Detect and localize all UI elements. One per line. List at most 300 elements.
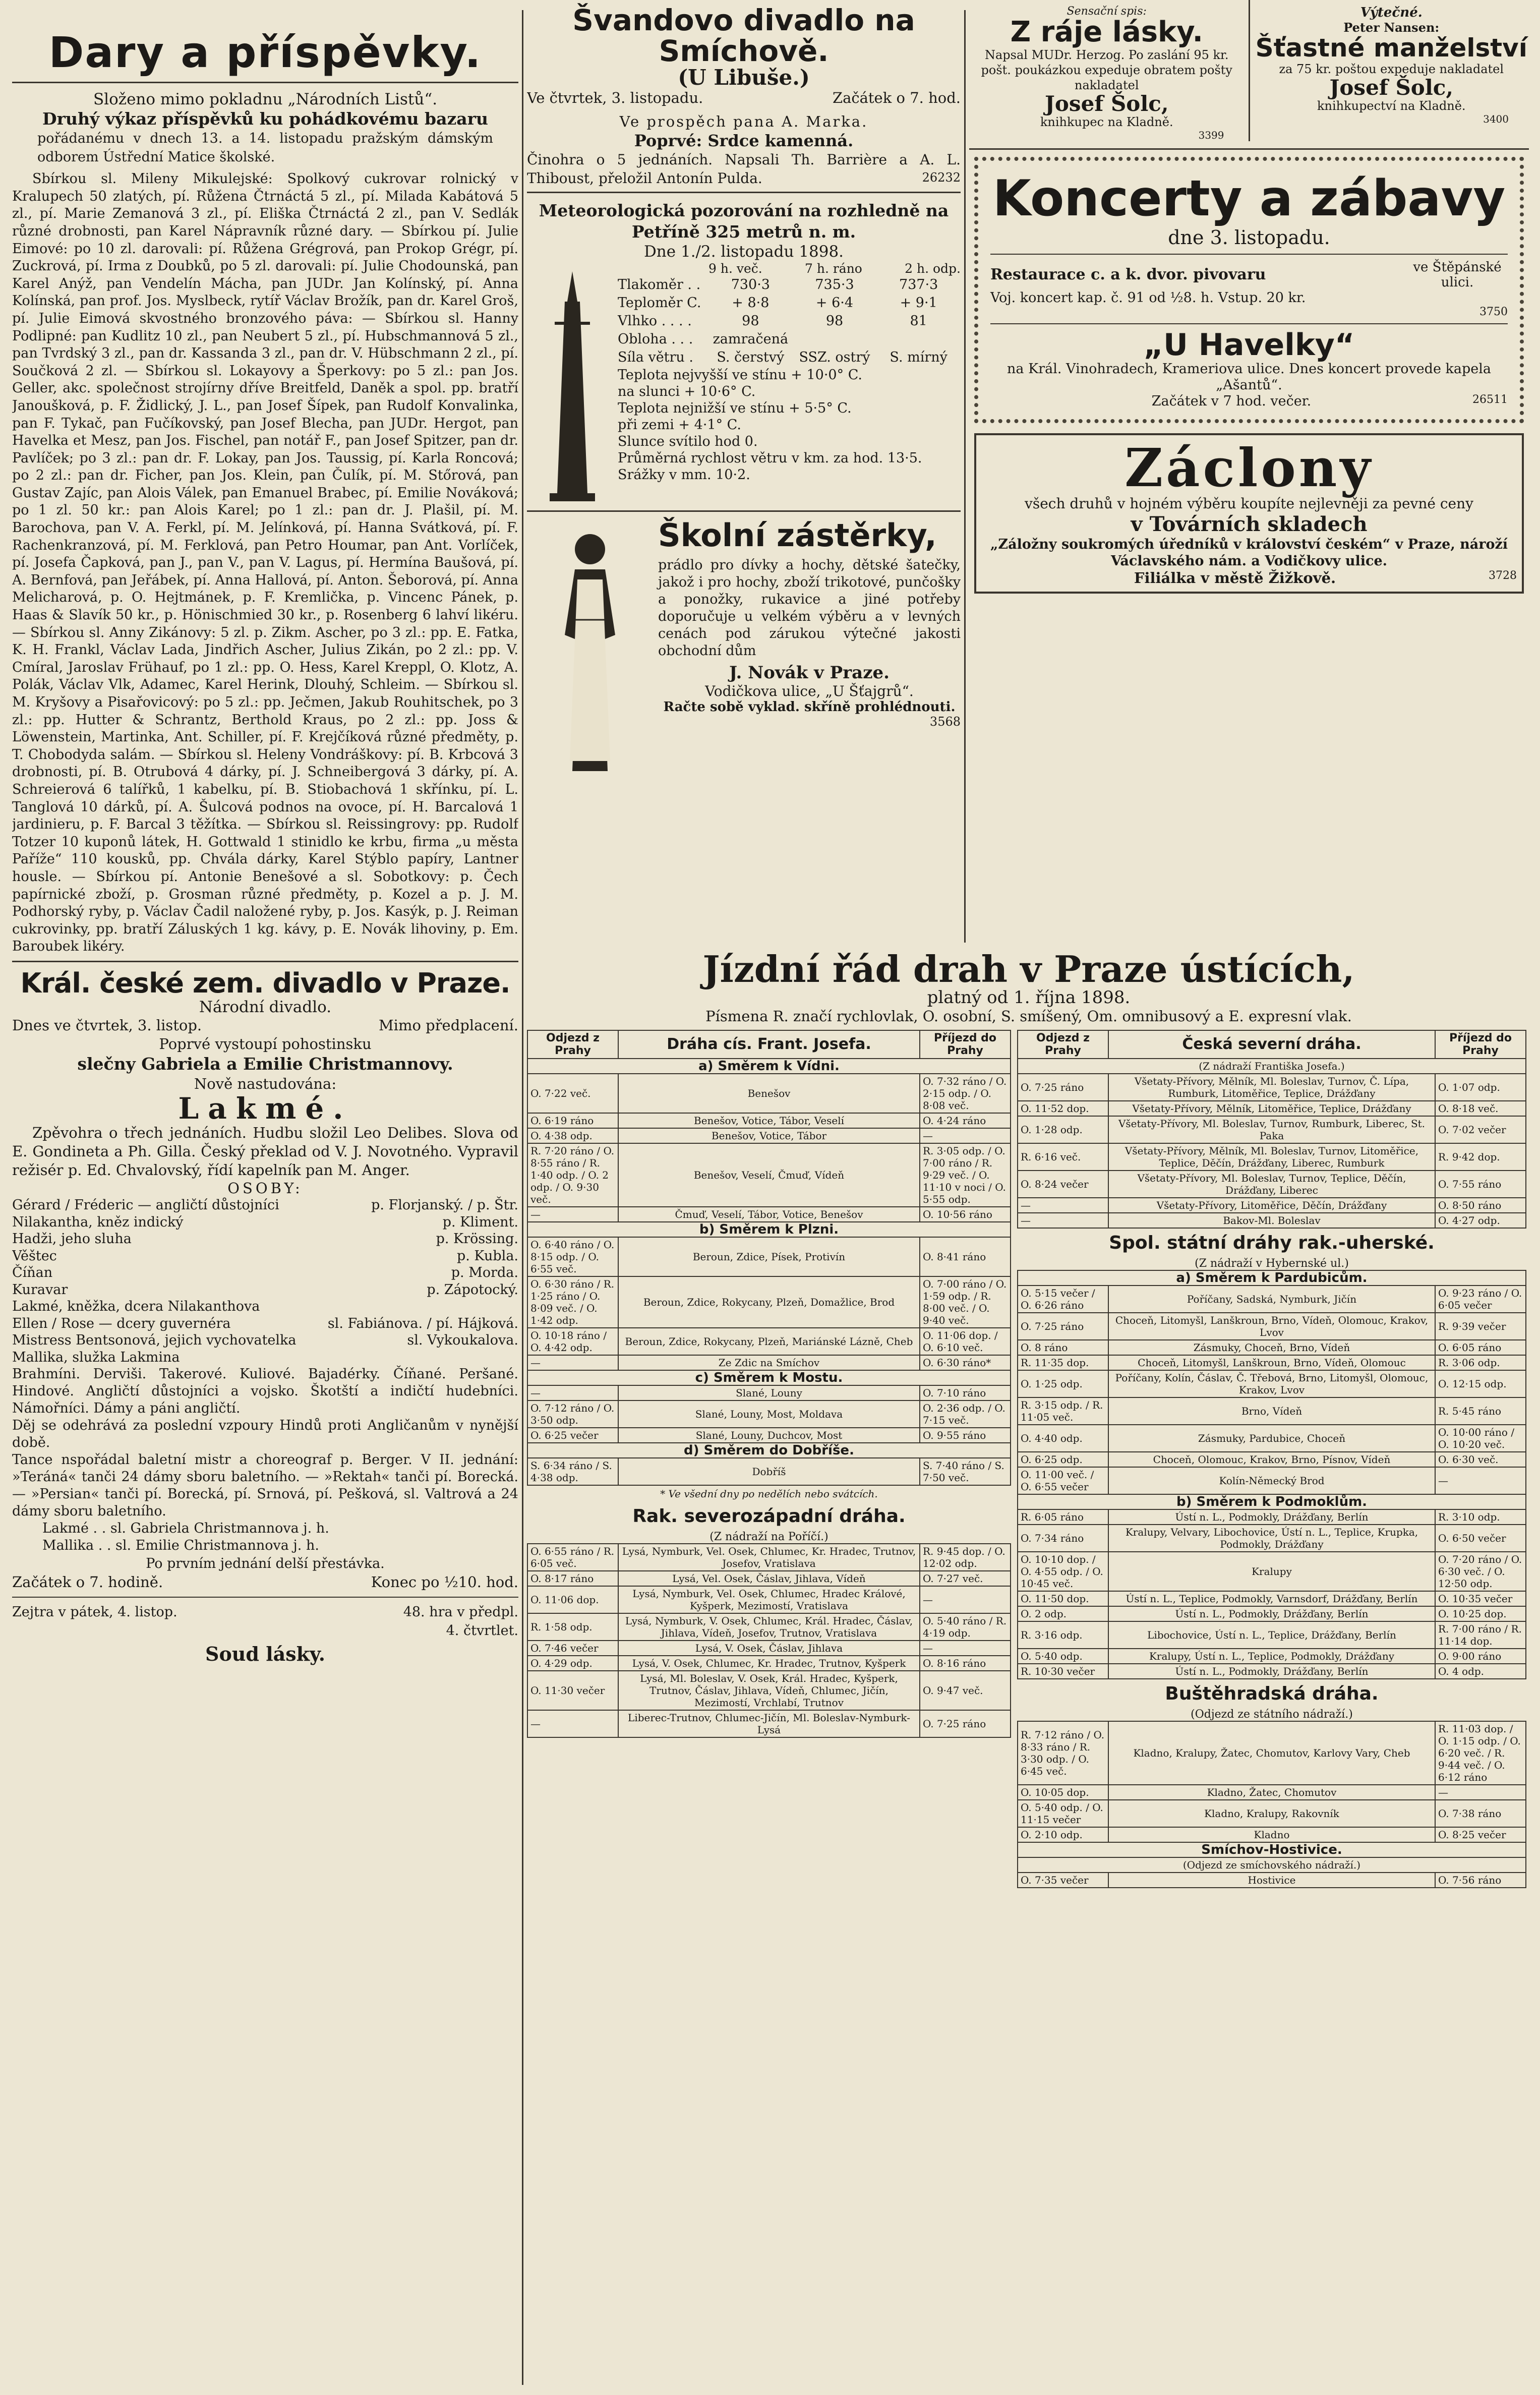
section-row xyxy=(1018,1842,1526,1857)
weather-value: S. mírný xyxy=(890,349,947,365)
table-row xyxy=(1018,1873,1526,1888)
play-end: Konec po ½10. hod. xyxy=(371,1573,518,1591)
departure-cell: O. 10·05 dop. xyxy=(1018,1785,1108,1800)
arrival-cell: O. 2·36 odp. / O. 7·15 več. xyxy=(920,1400,1011,1428)
frant-title: Dráha cís. Frant. Josefa. xyxy=(618,1030,920,1059)
apron-shop: J. Novák v Praze. xyxy=(729,662,890,683)
arrival-cell: O. 10·35 večer xyxy=(1435,1591,1526,1606)
table-row xyxy=(527,1571,1011,1586)
departure-cell: — xyxy=(1018,1213,1108,1228)
divider xyxy=(527,510,961,512)
departure-cell: O. 5·15 večer / O. 6·26 ráno xyxy=(1018,1286,1108,1313)
book-ad-2-publisher-sub: knihkupectví na Kladně. xyxy=(1317,98,1466,113)
weather-label: Teploměr C. xyxy=(618,295,701,311)
arrival-cell: O. 6·30 več. xyxy=(1435,1452,1526,1467)
departure-cell: O. 8 ráno xyxy=(1018,1340,1108,1355)
arrival-cell: O. 8·18 več. xyxy=(1435,1101,1526,1116)
section-label: b) Směrem k Plzni. xyxy=(527,1222,1011,1237)
route-cell: Ze Zdic na Smíchov xyxy=(618,1355,920,1370)
route-cell: Všetaty-Přívory, Litoměřice, Děčín, Drážďany xyxy=(1108,1198,1435,1213)
stat-title: Spol. státní dráhy rak.-uherské. xyxy=(1109,1232,1435,1253)
route-cell: Lysá, V. Osek, Chlumec, Kr. Hradec, Trutnov, Kyšperk xyxy=(618,1656,920,1671)
departure-cell: O. 6·19 ráno xyxy=(527,1113,618,1128)
route-cell: Kralupy xyxy=(1108,1552,1435,1591)
divider xyxy=(990,323,1508,324)
weather-block xyxy=(527,261,961,503)
apron-title: Školní zástěrky, xyxy=(658,516,937,554)
weather-value: 735·3 xyxy=(815,276,854,293)
concerts-date: dne 3. listopadu. xyxy=(1168,226,1330,249)
cast-row xyxy=(12,1214,518,1231)
departure-cell: O. 4·40 odp. xyxy=(1018,1425,1108,1452)
route-cell: Všetaty-Přívory, Ml. Boleslav, Turnov, Teplice, Děčín, Drážďany, Liberec xyxy=(1108,1171,1435,1198)
play-title: Lakmé. xyxy=(178,1091,352,1126)
apron-icon xyxy=(527,519,653,781)
donations-intro: Složeno mimo pokladnu „Národních Listů“. xyxy=(93,90,438,109)
weather-value: 98 xyxy=(825,313,844,329)
cast-row xyxy=(12,1298,518,1315)
book-ad-2-title: Šťastné manželství xyxy=(1255,33,1527,63)
svanda-start: Začátek o 7. hod. xyxy=(832,89,961,106)
weather-title: Meteorologická pozorování na rozhledně na Petříně 325 metrů n. m. xyxy=(539,200,949,242)
weather-row xyxy=(618,312,961,330)
departure-cell: R. 1·58 odp. xyxy=(527,1613,618,1641)
weather-value: 730·3 xyxy=(731,276,770,293)
table-row xyxy=(1018,1827,1526,1842)
route-cell: Čmuď, Veselí, Tábor, Votice, Benešov xyxy=(618,1207,920,1222)
theatre-artists: slečny Gabriela a Emilie Christmannovy. xyxy=(77,1054,453,1074)
arrival-cell: O. 4 odp. xyxy=(1435,1664,1526,1679)
weather-head: 9 h. več. xyxy=(708,261,762,276)
route-cell: Choceň, Olomouc, Krakov, Brno, Písnov, Vídeň xyxy=(1108,1452,1435,1467)
cast-row xyxy=(12,1315,518,1332)
route-cell: Lysá, Nymburk, V. Osek, Chlumec, Král. Hradec, Čáslav, Jihlava, Vídeň, Josefov, Trutnov, Vratislava xyxy=(618,1613,920,1641)
route-cell: Kladno, Žatec, Chomutov xyxy=(1108,1785,1435,1800)
weather-value: + 6·4 xyxy=(815,295,854,311)
route-cell: Všetaty-Přívory, Mělník, Ml. Boleslav, Turnov, Č. Lípa, Rumburk, Litoměřice, Teplice, Drážďany xyxy=(1108,1074,1435,1101)
theatre-title: Král. české zem. divadlo v Praze. xyxy=(20,967,510,999)
divider xyxy=(12,1597,518,1598)
weather-rows xyxy=(618,276,961,367)
cast-role: Hadži, jeho sluha xyxy=(12,1231,132,1247)
cast-actor: p. Morda. xyxy=(451,1265,518,1281)
route-cell: Slané, Louny, Most, Moldava xyxy=(618,1400,920,1428)
cast-role: Kuravar xyxy=(12,1281,68,1298)
tomorrow-row xyxy=(12,1603,518,1640)
route-cell: Benešov, Votice, Tábor, Veselí xyxy=(618,1113,920,1128)
arrival-cell: O. 7·27 več. xyxy=(920,1571,1011,1586)
donations-list: Sbírkou sl. Mileny Mikulejské: Spolkový cukrovar rolnický v Kralupech 50 zlatých, pí. Růžena Čtrnáctá 5 zl., pí. Milada Kabátová 5 zl., pí. Marie Zemanová 3 zl., pí. Eliška Čtrnáctá 2 zl., pan V. Sedlák různé drobnosti, pan Karel Nápravník různé dary. — Sbírkou pí. Julie Eimové: po 10 zl. darovali: pí. Růžena Grégrová, pan Prokop Grégr, pí. Zuckrová, pí. Irma z Doubků, po 5 zl. darovali: pí. Julie Chodounská, pan Karel Anýž, pan Vendelín Mácha, pan JUDr. Jan Kolínský, pí. Anna Kolínská, pan prof. Jos. Myslbeck, rytíř Václav Brožík, pan dr. Karel Groš, pí. Julie Eimová skvostného bronzového páva: — Sbírkou sl. Hanny Podlipné: pan Kudlitz 10 zl., pan Neubert 5 zl., pí. Hubschmannová 5 zl., pan Tvrdský 3 zl., pan dr. Kassanda 3 zl., pan dr. V. Hübschmann 2 zl., pí. Součková 2 zl. — Sbírkou sl. Lokayovy a Šperkovy: po 5 zl.: pan Jos. Geller, akc. společnost strojírny dříve Breitfeld, Daněk a spol. pp. bratří Janoušková, p. F. Židlický, J. L., pan Josef Šípek, pan Rudolf Konvalinka, pan F. Tykač, pan Fučíkovský, pan Josef Blecha, pan JUDr. Hergot, pan Havelka et Mesz, pan Jos. Fischel, pan notář F., pan Josef Spitzer, pan dr. Pavlíček; po 3 zl.: pan dr. F. Lokay, pan Jos. Taussig, pí. Karla Roncová; po 2 zl.: pan dr. Ficher, pan Jos. Klein, pan Čulík, pí. M. Stőrová, pan Gustav Zajíc, pan Alois Válek, pan Emanuel Brabec, pí. Emilie Nováková; po 1 zl. 50 kr.: pan Alois Karel; po 1 zl.: pan dr. J. Plašil, pí. M. Barochova, pan V. A. Ferkl, pí. M. Jelínková, pí. Hanna Svátková, pí. F. Rachenkranzová, pí. M. Ferklová, pan Petro Houmar, pan Ant. Vorlíček, pí. Josefa Čapková, pan J., pan V., pan V. Lagus, pí. Hermína Baušová, pí. A. Bernfová, pan Jeřábek, pí. Anna Hallová, pí. Anton. Šeborová, pí. Anna Melicharová, p. O. Hejtmánek, p. F. Kremlička, p. Vincenc Pánek, p. Haas & Slavík 50 kr., p. Hönischmied 30 kr., p. Rosenberg 6 lahví likéru. — Sbírkou sl. Anny Zikánovy: 5 zl. p. Zikm. Ascher, po 3 zl.: pp. E. Fatka, K. H. Frankl, Václav Lada, Jindřich Ascher, Julius Zikán, po 2 zl.: pp. V. Cmíral, Jaroslav Frühauf, po 1 zl.: pp. O. Hess, Karel Kreppl, O. Klotz, A. Polák, Václav Vlk, Adamec, Karel Herink, Dlouhý, Schleim. — Sbírkou sl. M. Kryšovy a Pisařovicový: po 5 zl.: pp. Ječmen, Jakub Rouhitschek, po 3 zl.: pp. Hutter & Schrantz, Berthold Kraus, po 2 zl.: pp. Joss & Löwenstein, Martinka, Ant. Schiller, pí. F. Krejčíková různé předměty, p. T. Chobodyda salám. — Sbírkou sl. Heleny Vondráškovy: pí. B. Krbcová 3 drobnosti, pí. B. Otrubová 4 dárky, pí. J. Schneibergová 3 dárky, pí. A. Schreierová 6 talířků, 1 kabelku, pí. B. Stiobachová 1 skřínku, pí. L. Tanglová 10 dárků, pí. A. Šulcová podnos na ovoce, pí. H. Barcalová 1 jardinieru, p. F. Barcal 3 těžítka. — Sbírkou sl. Reissingrovy: pp. Rudolf Totzer 10 kuponů látek, H. Gottwald 1 stinidlo ke krbu, firma „u města Paříže“ 110 kousků, pp. Chvála dárky, Karel Stýblo papíry, Lantner housle. — Sbírkou pí. Antonie Benešové a sl. Sobotkovy: p. Čech papírnické zboží, p. Grosman různé předměty, p. Kozel a p. J. M. Podhorský ryby, p. Václav Čadil naložené ryby, p. Jos. Kasýk, p. J. Reiman cukrovinky, pp. bratří Záluských 1 kg. kávy, p. E. Novák lihoviny, p. Em. Baroubek likéry. xyxy=(12,171,518,955)
departure-cell: O. 4·29 odp. xyxy=(527,1656,618,1671)
table-frant xyxy=(527,1030,1011,1486)
cast-actor: sl. Fabiánova. / pí. Hájková. xyxy=(327,1315,518,1331)
weather-heads xyxy=(618,261,961,276)
table-row xyxy=(1018,1857,1526,1873)
arrival-cell: R. 9·39 večer xyxy=(1435,1313,1526,1340)
col-head-dep: Odjezd z Prahy xyxy=(527,1030,618,1059)
arrival-cell: R. 3·06 odp. xyxy=(1435,1355,1526,1370)
route-cell: Všetaty-Přívory, Mělník, Litoměřice, Teplice, Drážďany xyxy=(1108,1101,1435,1116)
route-cell: Poříčany, Sadská, Nymburk, Jičín xyxy=(1108,1286,1435,1313)
table-row xyxy=(1018,1313,1526,1340)
concert-1-place: ve Štěpánské ulici. xyxy=(1413,259,1502,290)
arrival-cell: — xyxy=(920,1128,1011,1143)
theatre-guest: Poprvé vystoupí pohostinsku xyxy=(159,1035,372,1053)
weather-label: Tlakoměr . . xyxy=(618,276,701,293)
lakme-actor: Lakmé . . sl. Gabriela Christmannova j. h. xyxy=(42,1521,329,1537)
arrival-cell: R. 7·00 ráno / R. 11·14 dop. xyxy=(1435,1621,1526,1649)
table-bus xyxy=(1017,1721,1526,1888)
book-ad-1 xyxy=(969,0,1245,141)
departure-cell: — xyxy=(527,1385,618,1400)
route-cell: Kladno, Kralupy, Rakovník xyxy=(1108,1800,1435,1827)
departure-cell: O. 7·34 ráno xyxy=(1018,1525,1108,1552)
weather-value: + 9·1 xyxy=(900,295,937,311)
table-row xyxy=(527,1113,1011,1128)
cast-role: Mallika, služka Lakmina xyxy=(12,1349,180,1365)
play-start: Začátek o 7. hodině. xyxy=(12,1573,163,1591)
table-row xyxy=(527,1641,1011,1656)
theatre-date-row xyxy=(12,1016,518,1035)
weather-row xyxy=(618,330,961,348)
concert-2-text: na Král. Vinohradech, Krameriova ulice. Dnes koncert provede kapela „Ašantů“. xyxy=(1007,361,1491,393)
concert-2-number: 26511 xyxy=(1472,393,1508,406)
table-row xyxy=(1018,1509,1526,1525)
arrival-cell: — xyxy=(1435,1785,1526,1800)
table-row xyxy=(527,1656,1011,1671)
route-cell: Beroun, Zdice, Rokycany, Plzeň, Mariánské Lázně, Cheb xyxy=(618,1328,920,1355)
arrival-cell: R. 9·42 dop. xyxy=(1435,1143,1526,1171)
column-donations xyxy=(12,0,518,2395)
rail-title: Jízdní řád drah v Praze ústících, xyxy=(702,948,1355,990)
book-ad-1-text: Napsal MUDr. Herzog. Po zaslání 95 kr. pošt. poukázkou expeduje obratem pošty nakladatel xyxy=(981,47,1232,92)
arrival-cell: O. 9·00 ráno xyxy=(1435,1649,1526,1664)
book-ad-1-publisher-sub: knihkupec na Kladně. xyxy=(1040,114,1173,129)
table-row xyxy=(1018,1525,1526,1552)
book-ad-2-tag: Výtečné. xyxy=(1360,5,1423,20)
arrival-cell: O. 10·00 ráno / O. 10·20 več. xyxy=(1435,1425,1526,1452)
departure-cell: O. 7·25 ráno xyxy=(1018,1313,1108,1340)
table-row xyxy=(1018,1101,1526,1116)
smichov-subtitle: (Odjezd ze smíchovského nádraží.) xyxy=(1018,1857,1526,1873)
railway-timetable xyxy=(527,948,1530,2390)
weather-label: Obloha . . . xyxy=(618,331,693,347)
weather-date: Dne 1./2. listopadu 1898. xyxy=(643,242,844,261)
concert-2-foot xyxy=(990,393,1508,409)
table-row xyxy=(1018,1649,1526,1664)
departure-cell: R. 10·30 večer xyxy=(1018,1664,1108,1679)
departure-cell: R. 6·16 več. xyxy=(1018,1143,1108,1171)
book-ad-1-title: Z ráje lásky. xyxy=(1010,16,1203,48)
cast-actor: p. Florjanský. / p. Štr. xyxy=(371,1197,518,1213)
arrival-cell: O. 7·38 ráno xyxy=(1435,1800,1526,1827)
concert-2-name: „U Havelky“ xyxy=(1143,327,1355,363)
apron-ad-number: 3568 xyxy=(929,714,961,729)
concert-1-head xyxy=(990,260,1508,290)
arrival-cell: R. 9·45 dop. / O. 12·02 odp. xyxy=(920,1544,1011,1571)
section-label: a) Směrem k Pardubicům. xyxy=(1018,1270,1526,1286)
apron-address: Vodičkova ulice, „U Šťajgrů“. xyxy=(705,682,914,699)
table-row xyxy=(527,1428,1011,1443)
route-cell: Ústí n. L., Podmokly, Drážďany, Berlín xyxy=(1108,1664,1435,1679)
route-cell: Lysá, Vel. Osek, Čáslav, Jihlava, Vídeň xyxy=(618,1571,920,1586)
weather-head: 7 h. ráno xyxy=(805,261,862,276)
departure-cell: O. 11·52 dop. xyxy=(1018,1101,1108,1116)
departure-cell: — xyxy=(527,1710,618,1737)
arrival-cell: O. 7·25 ráno xyxy=(920,1710,1011,1737)
donations-subtitle: Druhý výkaz příspěvků ku pohádkovému bazaru xyxy=(42,109,488,129)
weather-row xyxy=(618,294,961,312)
arrival-cell: O. 7·56 ráno xyxy=(1435,1873,1526,1888)
observatory-tower xyxy=(527,261,618,503)
cast-row xyxy=(12,1197,518,1214)
table-row xyxy=(1018,1467,1526,1494)
book-ad-1-tag: Sensační spis: xyxy=(1067,5,1147,18)
donations-event: pořádanému v dnech 13. a 14. listopadu pražským dámským odborem Ústřední Matice školské. xyxy=(37,131,493,165)
theatre-subscription: Mimo předplacení. xyxy=(378,1016,518,1034)
svanda-date: Ve čtvrtek, 3. listopadu. xyxy=(527,89,703,106)
departure-cell: O. 7·22 več. xyxy=(527,1074,618,1113)
route-cell: Liberec-Trutnov, Chlumec-Jičín, Ml. Boleslav-Nymburk-Lysá xyxy=(618,1710,920,1737)
tomorrow-note: 48. hra v předpl. 4. čtvrtlet. xyxy=(403,1604,518,1639)
route-cell: Ústí n. L., Teplice, Podmokly, Varnsdorf, Drážďany, Berlín xyxy=(1108,1591,1435,1606)
arrival-cell: O. 8·25 večer xyxy=(1435,1827,1526,1842)
apron-ad xyxy=(527,516,961,783)
arrival-cell: — xyxy=(1435,1467,1526,1494)
arrival-cell: — xyxy=(920,1586,1011,1613)
route-cell: Benešov xyxy=(618,1074,920,1113)
curtains-text: všech druhů v hojném výběru koupíte nejlevněji za pevné ceny xyxy=(1025,495,1473,512)
temperature-line: Teplota nejvyšší ve stínu + 10·0° C. xyxy=(618,367,862,383)
table-row xyxy=(1018,1591,1526,1606)
book-ad-2-number: 3400 xyxy=(1483,112,1509,125)
arrival-cell: R. 3·05 odp. / O. 7·00 ráno / R. 9·29 več. / O. 11·10 v noci / O. 5·55 odp. xyxy=(920,1143,1011,1207)
section-label: Smíchov-Hostivice. xyxy=(1018,1842,1526,1857)
departure-cell: O. 6·40 ráno / O. 8·15 odp. / O. 6·55 več. xyxy=(527,1237,618,1276)
cast-role: Nilakantha, kněz indický xyxy=(12,1214,184,1230)
departure-cell: O. 11·50 dop. xyxy=(1018,1591,1108,1606)
route-cell: Hostivice xyxy=(1108,1873,1435,1888)
divider xyxy=(12,82,518,83)
section-row xyxy=(1018,1270,1526,1286)
section-row xyxy=(527,1370,1011,1385)
departure-cell: S. 6·34 ráno / S. 4·38 odp. xyxy=(527,1458,618,1485)
concert-2-start: Začátek v 7 hod. večer. xyxy=(1151,393,1312,409)
stat-subtitle: (Z nádraží v Hybernské ul.) xyxy=(1195,1257,1349,1270)
departure-cell: O. 7·12 ráno / O. 3·50 odp. xyxy=(527,1400,618,1428)
cast-actor: p. Krössing. xyxy=(436,1231,518,1247)
route-cell: Zásmuky, Pardubice, Choceň xyxy=(1108,1425,1435,1452)
departure-cell: O. 6·25 večer xyxy=(527,1428,618,1443)
book-ad-2-author: Peter Nansen: xyxy=(1343,20,1440,35)
weather-value: zamračená xyxy=(713,331,789,347)
arrival-cell: O. 4·24 ráno xyxy=(920,1113,1011,1128)
arrival-cell: O. 7·55 ráno xyxy=(1435,1171,1526,1198)
table-row xyxy=(527,1671,1011,1710)
route-cell: Beroun, Zdice, Rokycany, Plzeň, Domažlice, Brod xyxy=(618,1276,920,1328)
weather-value: 81 xyxy=(910,313,927,329)
svanda-desc: Činohra o 5 jednáních. Napsali Th. Barrière a A. L. Thiboust, přeložil Antonín Pulda. xyxy=(527,151,961,187)
departure-cell: R. 7·12 ráno / O. 8·33 ráno / R. 3·30 odp. / O. 6·45 več. xyxy=(1018,1721,1108,1785)
departure-cell: O. 2 odp. xyxy=(1018,1606,1108,1621)
curtains-number: 3728 xyxy=(1489,569,1517,582)
departure-cell: O. 5·40 odp. / O. 11·15 večer xyxy=(1018,1800,1108,1827)
arrival-cell: O. 9·23 ráno / O. 6·05 večer xyxy=(1435,1286,1526,1313)
book-ad-2 xyxy=(1254,0,1529,141)
apron-text: prádlo pro dívky a hochy, dětské šatečky, jakož i pro hochy, zboží trikotové, punčošky a ponožky, rukavice a jiné potřeby doporučuje u velkém výběru a v levných cenách pod zárukou výtečné jakosti obchodní dům xyxy=(658,557,961,659)
arrival-cell: O. 7·10 ráno xyxy=(920,1385,1011,1400)
route-cell: Benešov, Veselí, Čmuď, Vídeň xyxy=(618,1143,920,1207)
departure-cell: — xyxy=(527,1355,618,1370)
temperature-line: Průměrná rychlost větru v km. za hod. 13·5. xyxy=(618,450,922,466)
arrival-cell: S. 7·40 ráno / S. 7·50 več. xyxy=(920,1458,1011,1485)
theatre-date: Dnes ve čtvrtek, 3. listop. xyxy=(12,1016,202,1034)
divider xyxy=(527,192,961,193)
section-row xyxy=(527,1443,1011,1458)
table-row xyxy=(1018,1800,1526,1827)
route-cell: Kolín-Německý Brod xyxy=(1108,1467,1435,1494)
arrival-cell: O. 9·55 ráno xyxy=(920,1428,1011,1443)
departure-cell: O. 4·38 odp. xyxy=(527,1128,618,1143)
table-row xyxy=(1018,1171,1526,1198)
svanda-date-row xyxy=(527,89,961,107)
table-row xyxy=(527,1458,1011,1485)
table-row xyxy=(527,1586,1011,1613)
curtains-shop: v Továrních skladech xyxy=(1131,512,1368,537)
curtains-sub: „Záložny soukromých úředníků v království českém“ v Praze, nároží Václavského nám. a Vodičkovy ulice. xyxy=(990,537,1508,569)
divider xyxy=(1249,0,1250,141)
curtains-branch: Filiálka v městě Žižkově. xyxy=(1134,569,1336,587)
rail-left xyxy=(527,1030,1011,1888)
svanda-benefit: Ve prospěch pana A. Marka. xyxy=(619,112,868,130)
play-intermission: Po prvním jednání delší přestávka. xyxy=(146,1556,385,1572)
departure-cell: R. 11·35 dop. xyxy=(1018,1355,1108,1370)
donations-title: Dary a příspěvky. xyxy=(48,28,482,77)
book-ads-row xyxy=(969,0,1529,141)
table-sev xyxy=(527,1543,1011,1738)
play-description: Zpěvohra o třech jednáních. Hudbu složil Leo Delibes. Slova od E. Gondineta a Ph. Gilla. Český překlad od V. J. Novotného. Vypravil režisér p. Ed. Chvalovský, řídí kapelník pan M. Anger. xyxy=(12,1124,518,1179)
departure-cell: O. 8·17 ráno xyxy=(527,1571,618,1586)
rail-right xyxy=(1017,1030,1526,1888)
cast-actor: p. Kliment. xyxy=(442,1214,518,1230)
departure-cell: O. 6·25 odp. xyxy=(1018,1452,1108,1467)
weather-value: S. čerstvý xyxy=(717,349,785,365)
play-setting: Děj se odehrává za poslední vzpoury Hindů proti Angličanům v nynější době. xyxy=(12,1418,518,1451)
arrival-cell: O. 1·07 odp. xyxy=(1435,1074,1526,1101)
weather-row xyxy=(618,276,961,294)
apron-ask: Račte sobě vyklad. skříně prohlédnouti. xyxy=(663,699,956,715)
sev-subtitle: (Z nádraží na Poříčí.) xyxy=(709,1530,828,1543)
departure-cell: O. 11·00 več. / O. 6·55 večer xyxy=(1018,1467,1108,1494)
rail-valid: platný od 1. října 1898. xyxy=(927,987,1131,1008)
divider xyxy=(12,961,518,962)
table-row xyxy=(1018,1552,1526,1591)
cast-role: Číňan xyxy=(12,1265,53,1281)
departure-cell: O. 11·06 dop. xyxy=(527,1586,618,1613)
mallika-actor: Mallika . . sl. Emilie Christmannova j. h. xyxy=(42,1538,319,1554)
table-ces xyxy=(1017,1030,1526,1229)
departure-cell: O. 7·25 ráno xyxy=(1018,1074,1108,1101)
col-head-arr: Příjezd do Prahy xyxy=(1435,1030,1526,1059)
concerts-title: Koncerty a zábavy xyxy=(992,169,1506,227)
frant-note: * Ve všední dny po nedělích nebo svátcích. xyxy=(660,1487,878,1500)
apron-illustration xyxy=(527,519,653,783)
arrival-cell: O. 12·15 odp. xyxy=(1435,1370,1526,1397)
departure-cell: O. 7·46 večer xyxy=(527,1641,618,1656)
route-cell: Lysá, Nymburk, Vel. Osek, Chlumec, Kr. Hradec, Trutnov, Josefov, Vratislava xyxy=(618,1544,920,1571)
departure-cell: O. 10·18 ráno / O. 4·42 odp. xyxy=(527,1328,618,1355)
route-cell: Choceň, Litomyšl, Lanškroun, Brno, Vídeň, Olomouc, Krakov, Lvov xyxy=(1108,1313,1435,1340)
arrival-cell: O. 10·56 ráno xyxy=(920,1207,1011,1222)
route-cell: Zásmuky, Choceň, Brno, Vídeň xyxy=(1108,1340,1435,1355)
concert-1-text: Voj. koncert kap. č. 91 od ½8. h. Vstup. 20 kr. xyxy=(990,289,1306,306)
section-label: a) Směrem k Vídni. xyxy=(527,1059,1011,1074)
weather-value: + 8·8 xyxy=(732,295,769,311)
curtains-ad xyxy=(974,433,1524,594)
arrival-cell: R. 3·10 odp. xyxy=(1435,1509,1526,1525)
table-stat xyxy=(1017,1270,1526,1679)
curtains-title: Záclony xyxy=(1124,436,1374,499)
route-cell: Slané, Louny, Duchcov, Most xyxy=(618,1428,920,1443)
cast-row xyxy=(12,1281,518,1299)
departure-cell: O. 2·10 odp. xyxy=(1018,1827,1108,1842)
departure-cell: R. 7·20 ráno / O. 8·55 ráno / R. 1·40 odp. / O. 2 odp. / O. 9·30 več. xyxy=(527,1143,618,1207)
weather-label: Vlhko . . . . xyxy=(618,313,692,329)
temperature-line: na slunci + 10·6° C. xyxy=(618,383,756,399)
temperature-lines xyxy=(618,367,961,483)
route-cell: Všetaty-Přívory, Ml. Boleslav, Turnov, Rumburk, Liberec, St. Paka xyxy=(1108,1116,1435,1143)
col-head-dep: Odjezd z Prahy xyxy=(1018,1030,1108,1059)
weather-value: 737·3 xyxy=(899,276,938,293)
table-row xyxy=(527,1237,1011,1276)
tower-icon xyxy=(527,261,618,503)
arrival-cell: O. 4·27 odp. xyxy=(1435,1213,1526,1228)
table-row xyxy=(527,1276,1011,1328)
table-row xyxy=(527,1328,1011,1355)
departure-cell: O. 6·30 ráno / R. 1·25 ráno / O. 8·09 več. / O. 1·42 odp. xyxy=(527,1276,618,1328)
table-row xyxy=(1018,1785,1526,1800)
weather-value xyxy=(876,330,961,348)
table-row xyxy=(1018,1370,1526,1397)
route-cell: Lysá, Nymburk, Vel. Osek, Chlumec, Hradec Králové, Kyšperk, Mezimostí, Vratislava xyxy=(618,1586,920,1613)
departure-cell: — xyxy=(527,1207,618,1222)
table-row xyxy=(1018,1355,1526,1370)
table-row xyxy=(527,1074,1011,1113)
arrival-cell: O. 7·32 ráno / O. 2·15 odp. / O. 8·08 več. xyxy=(920,1074,1011,1113)
apron-text-block xyxy=(658,516,961,783)
divider xyxy=(969,148,1529,150)
table-row xyxy=(1018,1664,1526,1679)
route-cell: Kladno xyxy=(1108,1827,1435,1842)
book-ad-2-publisher: Josef Šolc, xyxy=(1329,75,1453,100)
table-row xyxy=(1018,1721,1526,1785)
table-row xyxy=(527,1207,1011,1222)
cast-role: Mistress Bentsonová, jejich vychovatelka xyxy=(12,1332,297,1349)
cast-list xyxy=(12,1197,518,1366)
departure-cell: O. 7·35 večer xyxy=(1018,1873,1108,1888)
route-cell: Lysá, V. Osek, Čáslav, Jihlava xyxy=(618,1641,920,1656)
route-cell: Ústí n. L., Podmokly, Drážďany, Berlín xyxy=(1108,1606,1435,1621)
table-row xyxy=(527,1128,1011,1143)
table-row xyxy=(527,1400,1011,1428)
arrival-cell: — xyxy=(920,1641,1011,1656)
svanda-subtitle: (U Libuše.) xyxy=(678,65,810,90)
svanda-ad-number: 26232 xyxy=(922,170,961,185)
route-cell: Dobříš xyxy=(618,1458,920,1485)
arrival-cell: O. 10·25 dop. xyxy=(1435,1606,1526,1621)
departure-cell: O. 10·10 dop. / O. 4·55 odp. / O. 10·45 več. xyxy=(1018,1552,1108,1591)
route-cell: Kralupy, Velvary, Libochovice, Ústí n. L., Teplice, Krupka, Podmokly, Drážďany xyxy=(1108,1525,1435,1552)
